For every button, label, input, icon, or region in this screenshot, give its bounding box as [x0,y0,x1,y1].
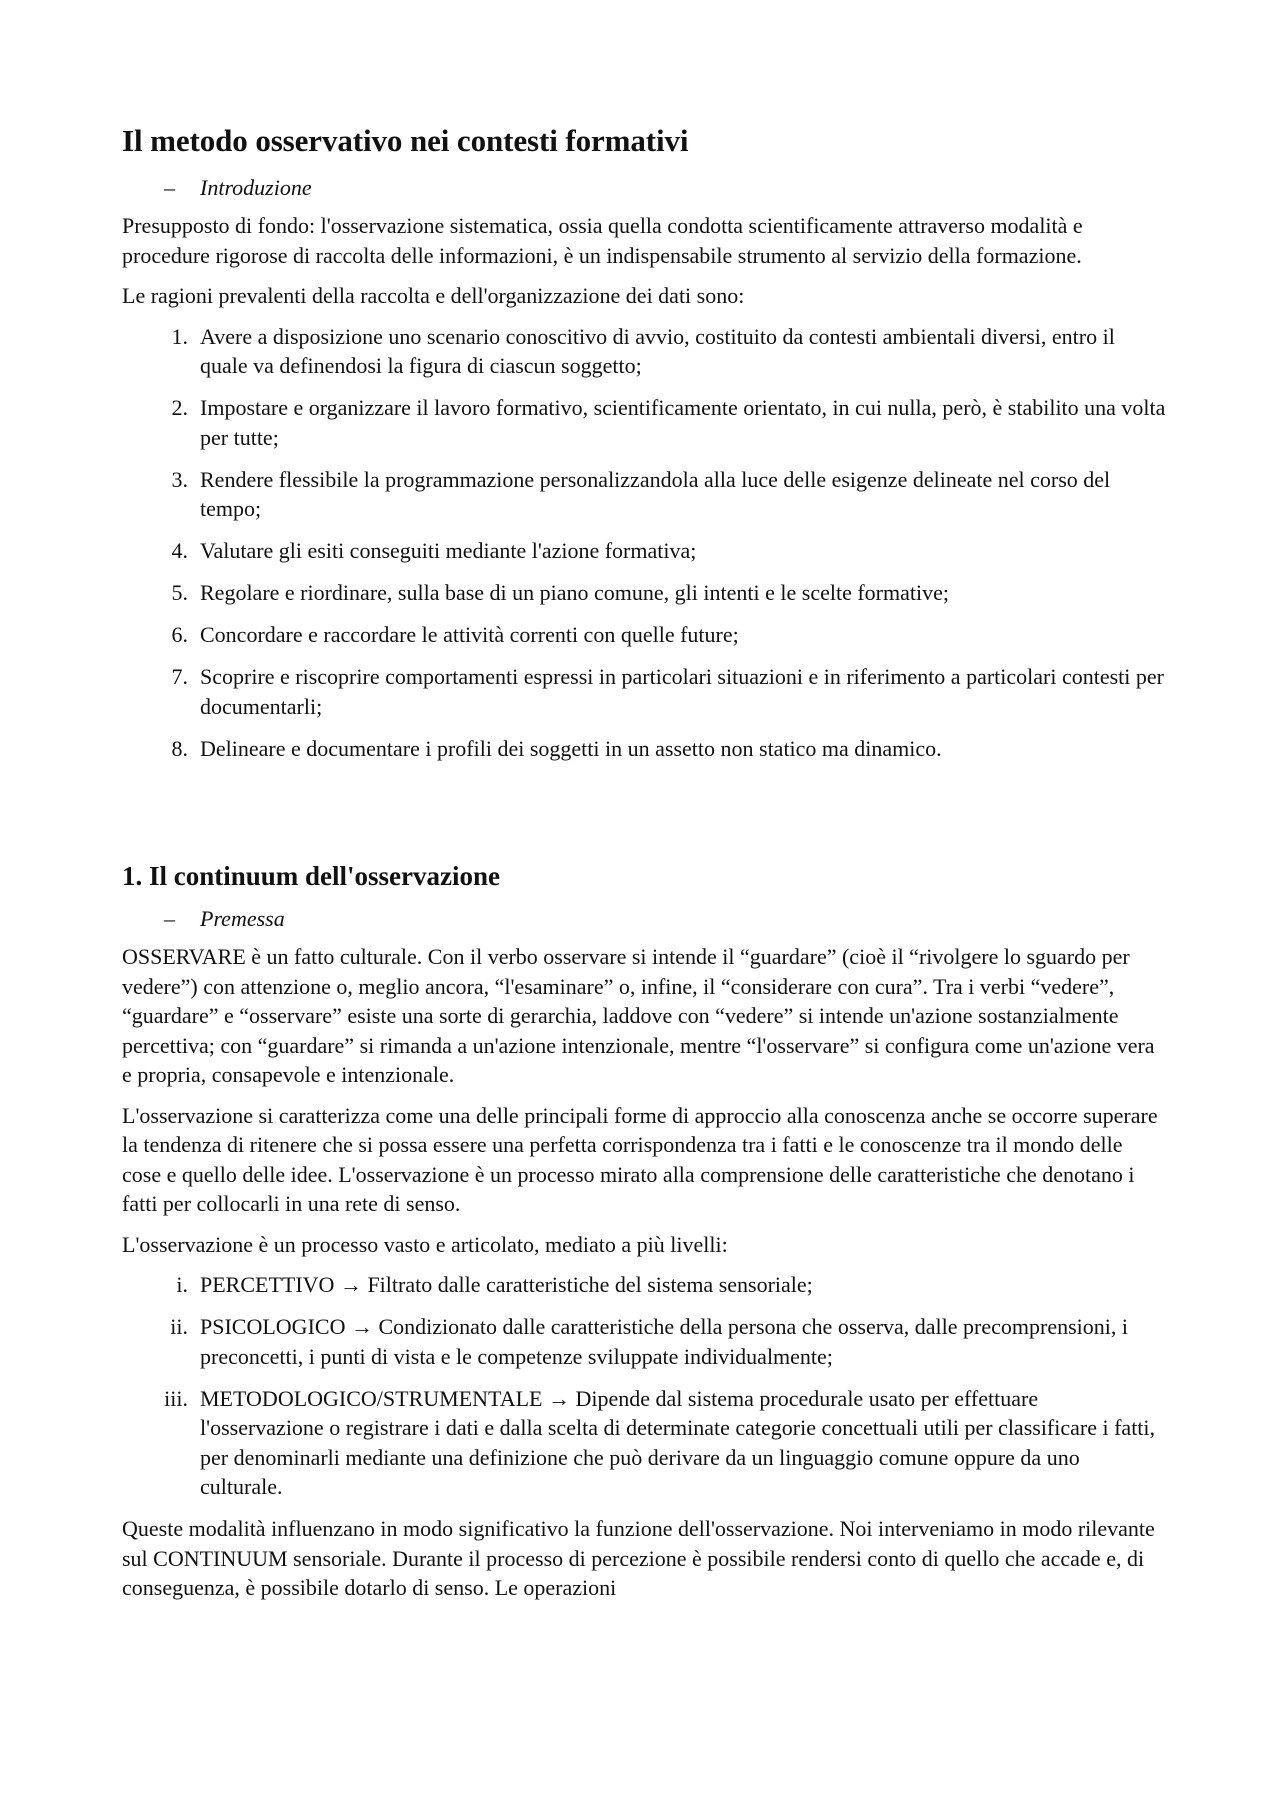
list-text: Concordare e raccordare le attività correnti con quelle future; [200,622,739,648]
list-number: i. [176,1272,188,1298]
dash-bullet: – [164,906,175,932]
list-text: Valutare gli esiti conseguiti mediante l'azione formativa; [200,538,697,564]
list-number: 7. [171,664,188,690]
list-number: 5. [171,580,188,606]
list-number: 3. [171,466,188,492]
list-text: PSICOLOGICO → Condizionato dalle caratteristiche della persona che osserva, dalle precomprensioni, i preconcetti, i punti di vista e le competenze sviluppate individualmente; [200,1314,1129,1369]
list-text: METODOLOGICO/STRUMENTALE → Dipende dal sistema procedurale usato per effettuare l'osservazione o registrare i dati e dalla scelta di determinate categorie concettuali utili per classificare i fatti, per denominarli mediante una definizione che può derivare da un linguaggio comune oppure da uno culturale. [200,1385,1156,1500]
intro-paragraph: Presupposto di fondo: l'osservazione sistematica, ossia quella condotta scientificamente attraverso modalità e procedure rigorose di raccolta delle informazioni, è un indispensabile strumento al servizio della formazione. [122,213,1083,268]
section-heading: 1. Il continuum dell'osservazione [122,860,501,891]
section-paragraph: L'osservazione è un processo vasto e articolato, mediato a più livelli: [122,1231,728,1257]
section-spacer [122,776,1167,860]
list-text: Rendere flessibile la programmazione personalizzandola alla luce delle esigenze delineate nel corso del tempo; [200,466,1111,522]
list-number: 6. [171,622,188,648]
section-subheading-text: Premessa [200,906,285,932]
list-text: PERCETTIVO → Filtrato dalle caratteristiche del sistema sensoriale; [200,1272,813,1298]
list-item [122,322,1167,381]
document-content [122,122,1167,1614]
section-paragraph: OSSERVARE è un fatto culturale. Con il verbo osservare si intende il “guardare” (cioè il “rivolgere lo sguardo per vedere”) con attenzione o, meglio ancora, “l'esaminare” o, infine, il “considerare con cura”. Tra i verbi “vedere”, “guardare” e “osservare” esiste una sorte di gerarchia, laddove con “vedere” si intende un'azione sostanzialmente percettiva; con “guardare” si rimanda a un'azione intenzionale, mentre “l'osservare” si configura come un'azione vera e propria, consapevole e intenzionale. [122,944,1155,1088]
closing-paragraph: Queste modalità influenzano in modo significativo la funzione dell'osservazione. Noi interveniamo in modo rilevante sul CONTINUUM sensoriale. Durante il processo di percezione è possibile rendersi conto di quello che accade e, di conseguenza, è possibile dotarlo di senso. Le operazioni [122,1516,1155,1601]
list-number: 1. [171,323,188,349]
levels-list [122,1270,1167,1502]
list-item [122,1384,1167,1502]
section-subheading [164,904,1167,934]
section-paragraph: L'osservazione si caratterizza come una delle principali forme di approccio alla conoscenza anche se occorre superare la tendenza di ritenere che si possa essere una perfetta corrispondenza tra i fatti e le conoscenze tra il mondo delle cose e quello delle idee. L'osservazione è un processo mirato alla comprensione delle caratteristiche che denotano i fatti per collocarli in una rete di senso. [122,1102,1158,1217]
intro-paragraph: Le ragioni prevalenti della raccolta e dell'organizzazione dei dati sono: [122,283,745,309]
document-title: Il metodo osservativo nei contesti formativi [122,123,689,158]
list-item [122,734,1167,764]
list-number: ii. [170,1314,188,1340]
list-item [122,536,1167,566]
list-text: Regolare e riordinare, sulla base di un piano comune, gli intenti e le scelte formative; [200,580,949,606]
list-item [122,1270,1167,1300]
list-text: Impostare e organizzare il lavoro formativo, scientificamente orientato, in cui nulla, però, è stabilito una volta per tutte; [200,395,1166,450]
list-text: Delineare e documentare i profili dei soggetti in un assetto non statico ma dinamico. [200,735,942,761]
list-item [122,578,1167,608]
list-item [122,620,1167,650]
list-number: 8. [171,735,188,761]
list-item [122,662,1167,721]
list-number: 4. [171,538,188,564]
list-number: iii. [164,1385,188,1411]
dash-bullet: – [164,175,175,201]
list-item [122,393,1167,452]
intro-subheading-text: Introduzione [200,175,312,201]
list-item [122,1312,1167,1371]
reasons-list [122,322,1167,764]
list-text: Scoprire e riscoprire comportamenti espressi in particolari situazioni e in riferimento a particolari contesti per documentarli; [200,664,1164,719]
list-text: Avere a disposizione uno scenario conoscitivo di avvio, costituito da contesti ambientali diversi, entro il quale va definendosi la figura di ciascun soggetto; [200,323,1115,379]
intro-subheading [164,173,1167,203]
list-item [122,465,1167,524]
list-number: 2. [171,395,188,421]
